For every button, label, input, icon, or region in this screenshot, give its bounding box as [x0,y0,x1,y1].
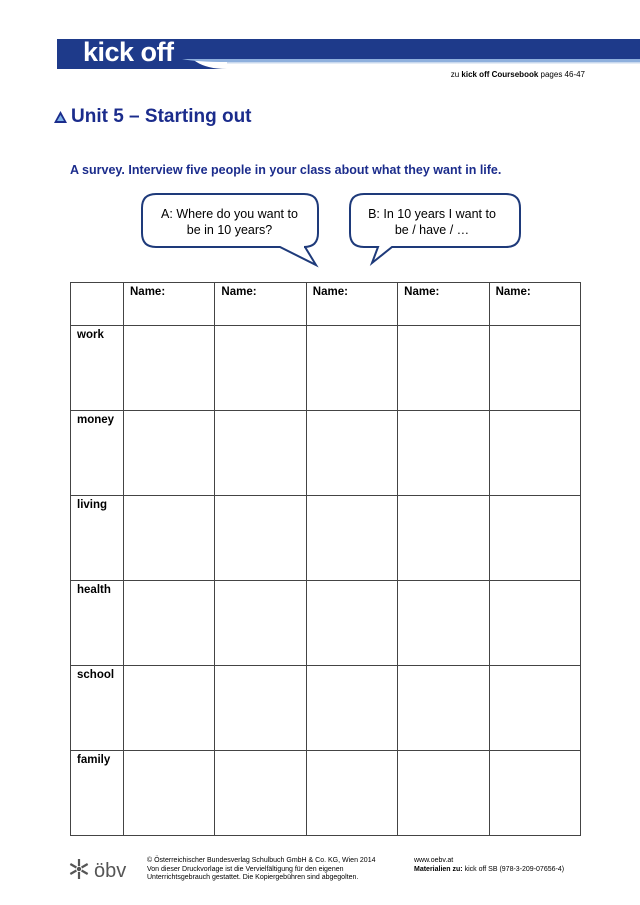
answer-cell[interactable] [398,326,489,411]
name-column-header[interactable]: Name: [124,283,215,326]
answer-cell[interactable] [489,411,580,496]
answer-cell[interactable] [124,496,215,581]
row-label-family: family [71,751,124,836]
answer-cell[interactable] [215,666,306,751]
answer-cell[interactable] [489,666,580,751]
coursebook-reference [451,70,585,79]
footer-line1: © Österreichischer Bundesverlag Schulbuch GmbH & Co. KG, Wien 2014 [147,857,376,864]
table-header-row [71,283,581,326]
answer-cell[interactable] [215,581,306,666]
footer-materials [414,866,564,875]
bubble-a-line1: A: Where do you want to [161,207,298,221]
answer-cell[interactable] [489,496,580,581]
kick-off-logo: kick off [83,37,174,67]
table-row [71,581,581,666]
answer-cell[interactable] [215,411,306,496]
corner-cell [71,283,124,326]
answer-cell[interactable] [306,581,397,666]
answer-cell[interactable] [215,496,306,581]
name-column-header[interactable]: Name: [489,283,580,326]
answer-cell[interactable] [124,326,215,411]
survey-table [70,282,581,836]
answer-cell[interactable] [215,326,306,411]
obv-logo-graphic [69,856,139,882]
answer-cell[interactable] [124,411,215,496]
row-label-school: school [71,666,124,751]
name-column-header[interactable]: Name: [306,283,397,326]
bubble-a-line2: be in 10 years? [186,223,273,237]
answer-cell[interactable] [124,581,215,666]
footer-line3: Unterrichtsgebrauch gestattet. Die Kopiergebühren sind abgegolten. [147,874,359,881]
answer-cell[interactable] [124,751,215,836]
speech-bubbles [140,192,530,272]
answer-cell[interactable] [398,411,489,496]
bubble-b-line1: B: In 10 years I want to [368,207,496,221]
footer-right [414,857,564,874]
row-label-work: work [71,326,124,411]
answer-cell[interactable] [489,326,580,411]
answer-cell[interactable] [398,666,489,751]
row-label-money: money [71,411,124,496]
answer-cell[interactable] [489,751,580,836]
ref-prefix: zu [450,70,462,79]
unit-title-text: Unit 5 – Starting out [71,106,252,127]
footer-website-link[interactable]: www.oebv.at [414,857,454,864]
triangle-icon [54,111,67,123]
answer-cell[interactable] [398,496,489,581]
ref-bold: kick off Coursebook [461,70,539,79]
row-label-health: health [71,581,124,666]
answer-cell[interactable] [306,411,397,496]
obv-logo [69,856,139,882]
answer-cell[interactable] [489,581,580,666]
name-column-header[interactable]: Name: [398,283,489,326]
obv-logo-text: öbv [94,860,127,882]
answer-cell[interactable] [124,666,215,751]
table-row [71,751,581,836]
answer-cell[interactable] [306,666,397,751]
row-label-living: living [71,496,124,581]
footer-copyright [147,857,375,883]
header-banner [57,39,640,69]
footer-line2: Von dieser Druckvorlage ist die Vervielfältigung für den eigenen [147,865,344,873]
table-row [71,411,581,496]
table-row [71,326,581,411]
instruction-text: A survey. Interview five people in your class about what they want in life. [70,163,502,177]
table-row [71,666,581,751]
answer-cell[interactable] [306,326,397,411]
answer-cell[interactable] [398,581,489,666]
speech-bubble-a [152,206,307,238]
table-row [71,496,581,581]
answer-cell[interactable] [306,496,397,581]
materials-value: kick off SB (978-3-209-07656-4) [462,865,565,873]
ref-suffix: pages 46-47 [538,70,585,79]
name-column-header[interactable]: Name: [215,283,306,326]
bubble-b-line2: be / have / … [394,223,470,237]
answer-cell[interactable] [398,751,489,836]
unit-title [54,106,252,128]
speech-bubble-b [352,206,512,238]
answer-cell[interactable] [306,751,397,836]
answer-cell[interactable] [215,751,306,836]
materials-label: Materialien zu: [414,865,463,873]
